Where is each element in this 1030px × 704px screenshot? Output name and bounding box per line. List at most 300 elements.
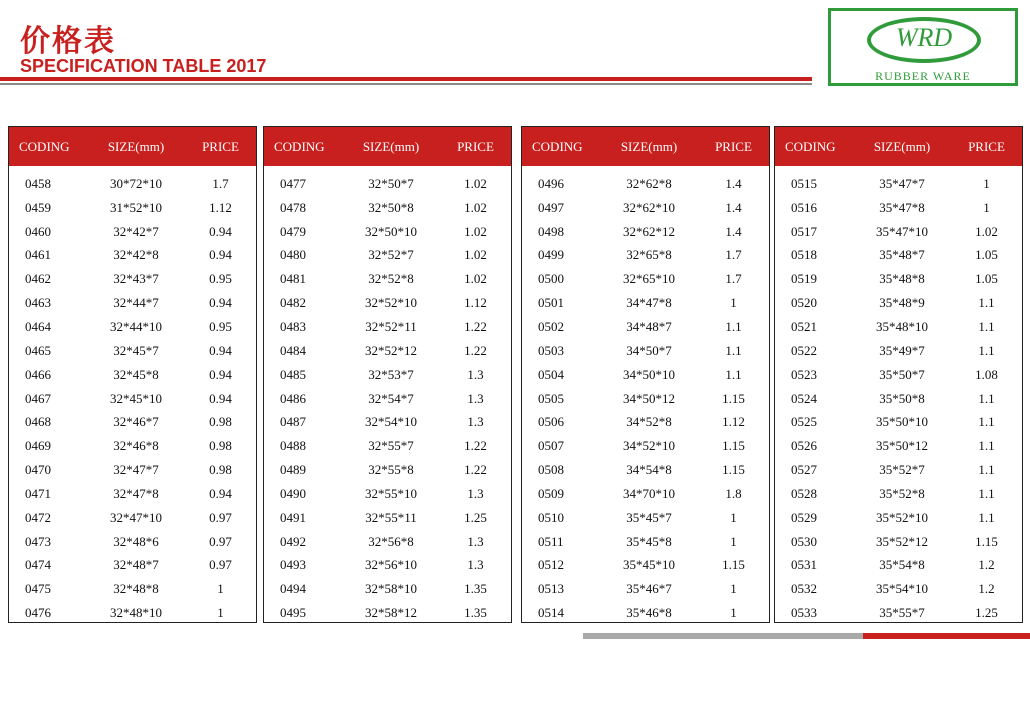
coding-cell: 0481 bbox=[280, 271, 306, 287]
size-cell: 30*72*10 bbox=[110, 175, 162, 191]
size-cell: 34*70*10 bbox=[623, 485, 675, 501]
size-cell: 32*43*7 bbox=[113, 271, 159, 287]
price-cell: 1.3 bbox=[467, 414, 484, 430]
size-cell: 32*65*10 bbox=[623, 271, 675, 287]
coding-cell: 0484 bbox=[280, 342, 306, 358]
price-cell: 1.1 bbox=[978, 438, 995, 454]
table-row bbox=[775, 172, 1022, 196]
price-cell: 1.1 bbox=[978, 509, 995, 525]
page-title-cn: 价格表 bbox=[20, 24, 116, 59]
size-cell: 32*45*8 bbox=[113, 366, 159, 382]
coding-cell: 0462 bbox=[25, 271, 51, 287]
coding-cell: 0521 bbox=[791, 318, 817, 334]
size-cell: 32*47*7 bbox=[113, 462, 159, 478]
brand-logo bbox=[828, 8, 1018, 86]
table-row bbox=[775, 291, 1022, 315]
size-cell: 34*50*7 bbox=[626, 342, 672, 358]
size-cell: 32*53*7 bbox=[368, 366, 414, 382]
price-cell: 0.97 bbox=[209, 557, 232, 573]
table-row bbox=[9, 387, 256, 411]
size-cell: 32*52*12 bbox=[365, 342, 417, 358]
size-cell: 35*45*10 bbox=[623, 557, 675, 573]
table-row bbox=[775, 482, 1022, 506]
price-cell: 1.12 bbox=[209, 199, 232, 215]
size-cell: 32*48*10 bbox=[110, 605, 162, 621]
price-cell: 1.25 bbox=[464, 509, 487, 525]
size-cell: 35*54*8 bbox=[879, 557, 925, 573]
table-row bbox=[9, 267, 256, 291]
table-row bbox=[775, 220, 1022, 244]
table-row bbox=[775, 506, 1022, 530]
coding-cell: 0532 bbox=[791, 581, 817, 597]
price-table-2 bbox=[263, 126, 512, 623]
price-cell: 1.7 bbox=[725, 271, 742, 287]
coding-cell: 0527 bbox=[791, 462, 817, 478]
size-cell: 32*47*10 bbox=[110, 509, 162, 525]
price-table-4 bbox=[774, 126, 1023, 623]
price-cell: 1.12 bbox=[464, 295, 487, 311]
table-row bbox=[264, 506, 511, 530]
price-cell: 0.94 bbox=[209, 366, 232, 382]
coding-cell: 0488 bbox=[280, 438, 306, 454]
price-cell: 1.22 bbox=[464, 462, 487, 478]
price-cell: 1.02 bbox=[464, 271, 487, 287]
coding-cell: 0496 bbox=[538, 175, 564, 191]
size-cell: 32*50*7 bbox=[368, 175, 414, 191]
table-row bbox=[9, 410, 256, 434]
coding-cell: 0520 bbox=[791, 295, 817, 311]
coding-cell: 0530 bbox=[791, 533, 817, 549]
size-cell: 32*65*8 bbox=[626, 247, 672, 263]
size-cell: 32*62*8 bbox=[626, 175, 672, 191]
table-row bbox=[775, 530, 1022, 554]
coding-cell: 0533 bbox=[791, 605, 817, 621]
coding-cell: 0522 bbox=[791, 342, 817, 358]
price-cell: 1.02 bbox=[464, 175, 487, 191]
table-row bbox=[522, 363, 769, 387]
coding-cell: 0517 bbox=[791, 223, 817, 239]
logo-main-text: WRD bbox=[895, 23, 953, 52]
table-row bbox=[264, 458, 511, 482]
table-row bbox=[775, 244, 1022, 268]
table-row bbox=[522, 244, 769, 268]
table-row bbox=[522, 267, 769, 291]
price-cell: 0.94 bbox=[209, 295, 232, 311]
price-cell: 1 bbox=[730, 605, 737, 621]
price-cell: 1.15 bbox=[722, 390, 745, 406]
size-cell: 32*50*10 bbox=[365, 223, 417, 239]
price-cell: 1.22 bbox=[464, 438, 487, 454]
table-header bbox=[9, 127, 256, 166]
coding-cell: 0475 bbox=[25, 581, 51, 597]
table-row bbox=[9, 363, 256, 387]
page-title-en: SPECIFICATION TABLE 2017 bbox=[20, 56, 267, 76]
coding-cell: 0490 bbox=[280, 485, 306, 501]
coding-cell: 0501 bbox=[538, 295, 564, 311]
size-cell: 35*48*10 bbox=[876, 318, 928, 334]
table-row bbox=[9, 196, 256, 220]
price-cell: 0.94 bbox=[209, 485, 232, 501]
price-cell: 1.1 bbox=[978, 462, 995, 478]
size-cell: 35*48*8 bbox=[879, 271, 925, 287]
size-cell: 34*54*8 bbox=[626, 462, 672, 478]
size-cell: 31*52*10 bbox=[110, 199, 162, 215]
coding-cell: 0515 bbox=[791, 175, 817, 191]
table-row bbox=[522, 410, 769, 434]
table-row bbox=[264, 315, 511, 339]
table-row bbox=[264, 601, 511, 625]
coding-cell: 0494 bbox=[280, 581, 306, 597]
table-row bbox=[9, 339, 256, 363]
size-cell: 32*44*10 bbox=[110, 318, 162, 334]
price-cell: 1 bbox=[983, 199, 990, 215]
size-cell: 32*52*10 bbox=[365, 295, 417, 311]
size-header: SIZE(mm) bbox=[362, 138, 420, 154]
price-cell: 1 bbox=[217, 581, 224, 597]
table-row bbox=[9, 530, 256, 554]
size-cell: 35*47*8 bbox=[879, 199, 925, 215]
size-cell: 35*47*7 bbox=[879, 175, 925, 191]
price-header: PRICE bbox=[457, 138, 494, 154]
size-cell: 32*48*6 bbox=[113, 533, 159, 549]
table-row bbox=[264, 291, 511, 315]
price-cell: 1.05 bbox=[975, 247, 998, 263]
table-row bbox=[9, 458, 256, 482]
size-cell: 32*52*11 bbox=[365, 318, 417, 334]
coding-header: CODING bbox=[532, 138, 583, 154]
table-row bbox=[522, 577, 769, 601]
size-cell: 34*50*12 bbox=[623, 390, 675, 406]
coding-header: CODING bbox=[274, 138, 325, 154]
table-row bbox=[775, 410, 1022, 434]
price-cell: 1.3 bbox=[467, 557, 484, 573]
price-cell: 0.98 bbox=[209, 462, 232, 478]
coding-cell: 0485 bbox=[280, 366, 306, 382]
price-cell: 1.08 bbox=[975, 366, 998, 382]
size-cell: 32*56*10 bbox=[365, 557, 417, 573]
price-cell: 1.02 bbox=[464, 223, 487, 239]
coding-cell: 0502 bbox=[538, 318, 564, 334]
size-cell: 35*55*7 bbox=[879, 605, 925, 621]
coding-cell: 0500 bbox=[538, 271, 564, 287]
size-cell: 32*45*7 bbox=[113, 342, 159, 358]
price-cell: 1.1 bbox=[978, 390, 995, 406]
table-row bbox=[9, 315, 256, 339]
price-cell: 1 bbox=[730, 295, 737, 311]
size-cell: 35*49*7 bbox=[879, 342, 925, 358]
coding-cell: 0503 bbox=[538, 342, 564, 358]
size-cell: 32*54*10 bbox=[365, 414, 417, 430]
price-cell: 1.1 bbox=[978, 414, 995, 430]
price-cell: 1.15 bbox=[722, 462, 745, 478]
coding-cell: 0497 bbox=[538, 199, 564, 215]
table-row bbox=[9, 172, 256, 196]
table-row bbox=[775, 267, 1022, 291]
table-row bbox=[9, 482, 256, 506]
table-row bbox=[264, 482, 511, 506]
table-row bbox=[9, 244, 256, 268]
size-cell: 32*55*8 bbox=[368, 462, 414, 478]
coding-cell: 0483 bbox=[280, 318, 306, 334]
coding-cell: 0459 bbox=[25, 199, 51, 215]
size-header: SIZE(mm) bbox=[107, 138, 165, 154]
size-cell: 34*47*8 bbox=[626, 295, 672, 311]
price-cell: 0.94 bbox=[209, 223, 232, 239]
size-cell: 32*58*10 bbox=[365, 581, 417, 597]
price-cell: 0.97 bbox=[209, 509, 232, 525]
size-cell: 32*56*8 bbox=[368, 533, 414, 549]
size-cell: 32*47*8 bbox=[113, 485, 159, 501]
size-cell: 35*52*12 bbox=[876, 533, 928, 549]
coding-header: CODING bbox=[785, 138, 836, 154]
size-cell: 32*46*7 bbox=[113, 414, 159, 430]
price-cell: 1.22 bbox=[464, 318, 487, 334]
coding-cell: 0506 bbox=[538, 414, 564, 430]
size-cell: 32*48*7 bbox=[113, 557, 159, 573]
table-row bbox=[9, 220, 256, 244]
table-row bbox=[522, 482, 769, 506]
table-row bbox=[264, 363, 511, 387]
coding-cell: 0470 bbox=[25, 462, 51, 478]
price-header: PRICE bbox=[202, 138, 239, 154]
coding-cell: 0510 bbox=[538, 509, 564, 525]
price-cell: 1.1 bbox=[725, 342, 742, 358]
size-cell: 32*52*8 bbox=[368, 271, 414, 287]
size-cell: 32*46*8 bbox=[113, 438, 159, 454]
price-cell: 0.94 bbox=[209, 247, 232, 263]
coding-cell: 0528 bbox=[791, 485, 817, 501]
coding-cell: 0511 bbox=[538, 533, 564, 549]
coding-cell: 0486 bbox=[280, 390, 306, 406]
logo-sub-text: RUBBER WARE bbox=[875, 69, 971, 83]
price-header: PRICE bbox=[968, 138, 1005, 154]
table-row bbox=[775, 554, 1022, 578]
table-row bbox=[264, 172, 511, 196]
coding-cell: 0476 bbox=[25, 605, 51, 621]
price-cell: 1.4 bbox=[725, 223, 742, 239]
price-cell: 0.98 bbox=[209, 414, 232, 430]
size-cell: 34*50*10 bbox=[623, 366, 675, 382]
price-cell: 1.02 bbox=[464, 247, 487, 263]
size-header: SIZE(mm) bbox=[873, 138, 931, 154]
coding-cell: 0479 bbox=[280, 223, 306, 239]
table-row bbox=[775, 196, 1022, 220]
coding-cell: 0523 bbox=[791, 366, 817, 382]
coding-cell: 0473 bbox=[25, 533, 51, 549]
coding-cell: 0507 bbox=[538, 438, 564, 454]
coding-cell: 0509 bbox=[538, 485, 564, 501]
table-row bbox=[264, 196, 511, 220]
price-cell: 0.94 bbox=[209, 342, 232, 358]
header-rule-red bbox=[0, 77, 812, 81]
table-row bbox=[522, 196, 769, 220]
price-cell: 1.7 bbox=[725, 247, 742, 263]
size-cell: 32*42*8 bbox=[113, 247, 159, 263]
price-cell: 1.15 bbox=[975, 533, 998, 549]
price-cell: 1 bbox=[983, 175, 990, 191]
table-row bbox=[264, 434, 511, 458]
size-cell: 32*48*8 bbox=[113, 581, 159, 597]
table-row bbox=[9, 554, 256, 578]
price-cell: 1.2 bbox=[978, 581, 995, 597]
coding-cell: 0472 bbox=[25, 509, 51, 525]
size-cell: 34*52*8 bbox=[626, 414, 672, 430]
size-cell: 32*62*12 bbox=[623, 223, 675, 239]
coding-cell: 0524 bbox=[791, 390, 817, 406]
price-cell: 1.1 bbox=[978, 342, 995, 358]
size-cell: 32*55*11 bbox=[365, 509, 417, 525]
size-cell: 32*52*7 bbox=[368, 247, 414, 263]
price-cell: 1 bbox=[730, 581, 737, 597]
price-cell: 1 bbox=[730, 509, 737, 525]
coding-cell: 0504 bbox=[538, 366, 564, 382]
table-row bbox=[522, 220, 769, 244]
price-cell: 0.97 bbox=[209, 533, 232, 549]
price-cell: 0.95 bbox=[209, 271, 232, 287]
price-cell: 1.25 bbox=[975, 605, 998, 621]
size-cell: 35*46*7 bbox=[626, 581, 672, 597]
coding-cell: 0519 bbox=[791, 271, 817, 287]
size-header: SIZE(mm) bbox=[620, 138, 678, 154]
price-cell: 1.1 bbox=[978, 318, 995, 334]
price-table-1 bbox=[8, 126, 257, 623]
size-cell: 34*48*7 bbox=[626, 318, 672, 334]
table-row bbox=[522, 506, 769, 530]
table-row bbox=[9, 506, 256, 530]
price-cell: 1.1 bbox=[978, 295, 995, 311]
size-cell: 35*52*7 bbox=[879, 462, 925, 478]
size-cell: 32*54*7 bbox=[368, 390, 414, 406]
table-row bbox=[775, 387, 1022, 411]
coding-cell: 0518 bbox=[791, 247, 817, 263]
price-header: PRICE bbox=[715, 138, 752, 154]
size-cell: 35*52*8 bbox=[879, 485, 925, 501]
size-cell: 35*50*8 bbox=[879, 390, 925, 406]
table-row bbox=[264, 267, 511, 291]
size-cell: 35*45*8 bbox=[626, 533, 672, 549]
table-row bbox=[264, 577, 511, 601]
price-cell: 1.3 bbox=[467, 533, 484, 549]
table-row bbox=[522, 554, 769, 578]
coding-cell: 0468 bbox=[25, 414, 51, 430]
table-row bbox=[522, 172, 769, 196]
coding-cell: 0525 bbox=[791, 414, 817, 430]
footer-bar-red bbox=[863, 633, 1030, 639]
footer-bar-gray bbox=[583, 633, 863, 639]
price-cell: 1.4 bbox=[725, 199, 742, 215]
price-cell: 1.02 bbox=[975, 223, 998, 239]
size-cell: 35*50*7 bbox=[879, 366, 925, 382]
table-row bbox=[264, 220, 511, 244]
size-cell: 35*47*10 bbox=[876, 223, 928, 239]
table-row bbox=[775, 577, 1022, 601]
size-cell: 32*50*8 bbox=[368, 199, 414, 215]
coding-cell: 0505 bbox=[538, 390, 564, 406]
size-cell: 35*45*7 bbox=[626, 509, 672, 525]
coding-cell: 0493 bbox=[280, 557, 306, 573]
coding-cell: 0467 bbox=[25, 390, 51, 406]
size-cell: 35*48*7 bbox=[879, 247, 925, 263]
price-cell: 0.98 bbox=[209, 438, 232, 454]
table-row bbox=[775, 363, 1022, 387]
table-row bbox=[9, 577, 256, 601]
table-row bbox=[522, 315, 769, 339]
size-cell: 32*55*7 bbox=[368, 438, 414, 454]
price-cell: 1.02 bbox=[464, 199, 487, 215]
coding-cell: 0477 bbox=[280, 175, 306, 191]
price-cell: 1.4 bbox=[725, 175, 742, 191]
table-row bbox=[522, 291, 769, 315]
price-cell: 1.05 bbox=[975, 271, 998, 287]
coding-cell: 0516 bbox=[791, 199, 817, 215]
size-cell: 32*44*7 bbox=[113, 295, 159, 311]
table-row bbox=[775, 601, 1022, 625]
coding-cell: 0495 bbox=[280, 605, 306, 621]
coding-cell: 0529 bbox=[791, 509, 817, 525]
coding-cell: 0499 bbox=[538, 247, 564, 263]
coding-cell: 0466 bbox=[25, 366, 51, 382]
coding-cell: 0513 bbox=[538, 581, 564, 597]
coding-cell: 0482 bbox=[280, 295, 306, 311]
coding-cell: 0508 bbox=[538, 462, 564, 478]
table-row bbox=[522, 458, 769, 482]
size-cell: 32*62*10 bbox=[623, 199, 675, 215]
table-row bbox=[522, 601, 769, 625]
coding-cell: 0512 bbox=[538, 557, 564, 573]
price-cell: 0.95 bbox=[209, 318, 232, 334]
price-cell: 1.3 bbox=[467, 366, 484, 382]
coding-cell: 0469 bbox=[25, 438, 51, 454]
logo-oval-icon bbox=[867, 17, 981, 63]
price-cell: 1 bbox=[730, 533, 737, 549]
table-row bbox=[522, 387, 769, 411]
table-row bbox=[775, 315, 1022, 339]
table-header bbox=[775, 127, 1022, 166]
price-cell: 1.35 bbox=[464, 581, 487, 597]
table-row bbox=[264, 244, 511, 268]
coding-cell: 0498 bbox=[538, 223, 564, 239]
size-cell: 35*52*10 bbox=[876, 509, 928, 525]
size-cell: 32*45*10 bbox=[110, 390, 162, 406]
coding-cell: 0465 bbox=[25, 342, 51, 358]
coding-cell: 0531 bbox=[791, 557, 817, 573]
table-row bbox=[9, 291, 256, 315]
table-row bbox=[9, 601, 256, 625]
coding-cell: 0463 bbox=[25, 295, 51, 311]
price-cell: 1.7 bbox=[212, 175, 229, 191]
coding-cell: 0478 bbox=[280, 199, 306, 215]
price-cell: 1.1 bbox=[725, 366, 742, 382]
table-row bbox=[775, 458, 1022, 482]
price-cell: 1.1 bbox=[725, 318, 742, 334]
table-row bbox=[264, 387, 511, 411]
size-cell: 32*42*7 bbox=[113, 223, 159, 239]
coding-cell: 0487 bbox=[280, 414, 306, 430]
table-row bbox=[264, 530, 511, 554]
price-cell: 0.94 bbox=[209, 390, 232, 406]
price-cell: 1.1 bbox=[978, 485, 995, 501]
price-cell: 1.15 bbox=[722, 557, 745, 573]
table-header bbox=[264, 127, 511, 166]
coding-header: CODING bbox=[19, 138, 70, 154]
coding-cell: 0480 bbox=[280, 247, 306, 263]
coding-cell: 0460 bbox=[25, 223, 51, 239]
coding-cell: 0492 bbox=[280, 533, 306, 549]
price-table-3 bbox=[521, 126, 770, 623]
header-rule-gray bbox=[0, 83, 812, 85]
table-row bbox=[9, 434, 256, 458]
price-cell: 1.3 bbox=[467, 485, 484, 501]
